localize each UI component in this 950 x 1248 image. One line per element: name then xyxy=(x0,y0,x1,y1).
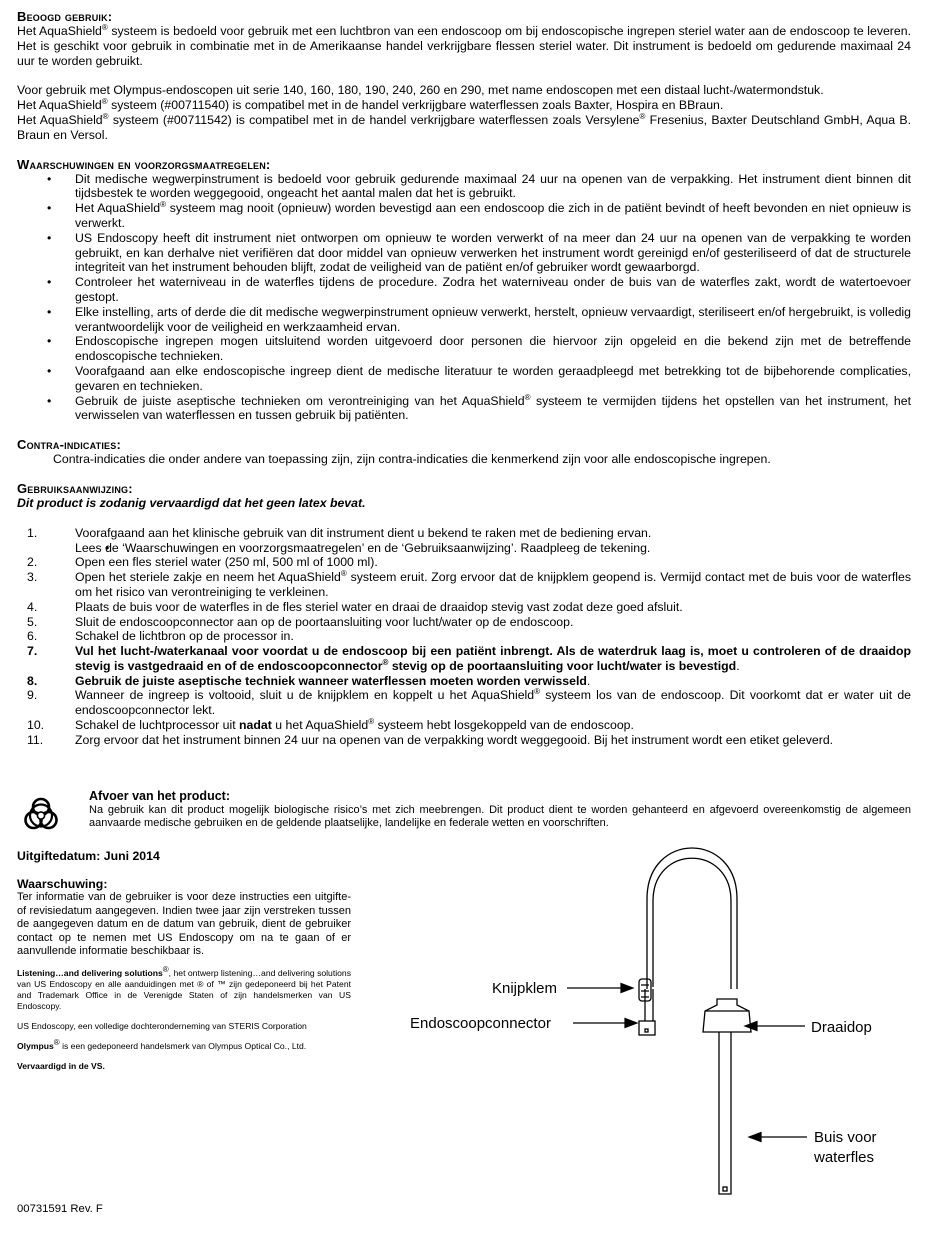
subsidiary-text: US Endoscopy, een volledige dochteronderneming van STERIS Corporation xyxy=(17,1020,307,1031)
text-span: systeem (#00711540) is compatibel met in de handel verkrijgbare waterflessen zoals Baxter, Hospira en BBraun. xyxy=(107,98,724,113)
text-span: . xyxy=(586,673,591,688)
tube-tip xyxy=(723,1187,727,1191)
registered-mark: ® xyxy=(53,1037,60,1047)
step-item xyxy=(17,555,911,570)
document-page xyxy=(17,9,912,1215)
warnings-list xyxy=(17,172,911,424)
step-item xyxy=(17,615,911,630)
registered-mark: ® xyxy=(101,22,108,32)
text-span: Fresenius, Baxter Deutschland GmbH, Aqua B. Braun en Versol. xyxy=(17,112,911,142)
text-span: Het AquaShield xyxy=(75,201,161,216)
registered-mark: ® xyxy=(524,392,531,402)
disposal-text: Na gebruik kan dit product mogelijk biologische risico’s met zich meebrengen. Dit product dient te worden gehanteerd en afgevoerd overeenkomstig de algemeen aanvaarde medische gebruiken en de geldende plaatselijke, landelijke en federale wetten en voorschriften. xyxy=(89,803,911,830)
document-number: 00731591 Rev. F xyxy=(17,1203,103,1215)
text-span: systeem mag nooit (opnieuw) worden bevestigd aan een endoscoop die zich in de patiënt bevindt of heeft bevonden en niet opnieuw is verwerkt. xyxy=(75,201,911,230)
compat-00711540 xyxy=(17,98,911,113)
warning-item: • Voorafgaand aan elke endoscopische ingreep dient de medische literatuur te worden geraadpleegd met betrekking tot de bijbehorende complicaties, gevaren en technieken. xyxy=(17,364,911,394)
label-tube-line2: waterfles xyxy=(814,1149,875,1166)
arrow-connector-head xyxy=(625,1019,637,1028)
text-span: Schakel de lichtbron op de processor in. xyxy=(75,629,294,644)
step-number: 7. xyxy=(27,644,38,659)
step-number: 4. xyxy=(27,599,38,614)
connector-shape xyxy=(639,1021,655,1035)
registered-mark: ® xyxy=(102,111,109,121)
text-span: systeem (#00711542) is compatibel met in de handel verkrijgbare waterflessen zoals Versylene xyxy=(108,112,640,127)
arrow-tube-head xyxy=(749,1133,761,1142)
made-in: Vervaardigd in de VS. xyxy=(17,1060,105,1071)
text-span: Vul het lucht-/waterkanaal voor voordat u de endoscoop bij een patiënt inbrengt. Als de waterdruk laag is, moet u controleren of de draaidop stevig is vastgedraaid en of de endoscoopconnector xyxy=(75,644,911,673)
text-span: , het ontwerp listening…and delivering solutions van US Endoscopy en alle aanduidingen met ® of ™ zijn gedeponeerd bij het Patent and Trademark Office in de Verenigde Staten of zijn handelsmerken van US Endoscopy. xyxy=(17,967,351,1011)
registered-mark: ® xyxy=(368,716,375,726)
text-span: Het AquaShield xyxy=(17,112,103,127)
tube-inner xyxy=(653,858,731,989)
text-span: Het AquaShield xyxy=(17,98,102,113)
step-number: 9. xyxy=(27,688,38,703)
intended-use-paragraph xyxy=(17,24,911,68)
trademark-text xyxy=(17,964,351,1012)
label-tube-line1: Buis voor xyxy=(814,1129,877,1146)
cap-shape xyxy=(703,999,751,1032)
warning-item: • Elke instelling, arts of derde die dit medische wegwerpinstrument opnieuw verwerkt, herstelt, opnieuw vervaardigt, steriliseert en/of hergebruikt, is volledig verantwoordelijk voor de veiligheid en werkzaamheid ervan. xyxy=(17,305,911,335)
contraindications-heading: Contra-indicaties: xyxy=(17,437,121,453)
text-span: Open een fles steriel water (250 ml, 500 ml of 1000 ml). xyxy=(75,555,378,570)
step-item xyxy=(17,526,911,541)
text-span: u het AquaShield xyxy=(271,718,369,733)
notice-text: Ter informatie van de gebruiker is voor deze instructies een uitgifte- of revisiedatum aangegeven. Indien twee jaar zijn verstreken tussen de aangegeven datum en de datum van gebruik, dient de gebruiker contact op te nemen met US Endoscopy om na te gaan of er aanvullende informatie beschikbaar is. xyxy=(17,891,351,957)
text-span: Zorg ervoor dat het instrument binnen 24 uur na openen van de verpakking wordt weggegooid. Bij het instrument wordt een etiket geleverd. xyxy=(75,732,834,747)
step-number: 10. xyxy=(27,718,45,733)
label-cap: Draaidop xyxy=(811,1019,872,1036)
disposal-text-block xyxy=(89,789,911,831)
registered-mark: ® xyxy=(534,687,541,697)
instructions-list xyxy=(17,526,911,748)
label-connector: Endoscoopconnector xyxy=(410,1015,551,1032)
step-item xyxy=(17,688,911,718)
text-span: Plaats de buis voor de waterfles in de fles steriel water en draai de draaidop stevig vast zodat deze goed afsluit. xyxy=(75,599,683,614)
step-number: 1. xyxy=(27,525,38,540)
warning-item xyxy=(17,201,911,231)
warning-item: • US Endoscopy heeft dit instrument niet ontworpen om opnieuw te worden verwerkt of na meer dan 24 uur na openen van de verpakking te worden gebruikt, en kan derhalve niet verifiëren dat door middel van opnieuw verwerken het instrument wordt gereinigd en/of gesteriliseerd of dat de structurele integriteit van het instrument behouden blijft, zodat de veiligheid van de patiënt en/of gebruiker wordt gewaarborgd. xyxy=(17,231,911,275)
text-span: Gebruik de juiste aseptische technieken om verontreiniging van het AquaShield xyxy=(75,393,525,408)
step-number: 2. xyxy=(27,555,38,570)
step-number: 5. xyxy=(27,614,38,629)
connector-hole xyxy=(645,1029,648,1032)
arrow-clamp-head xyxy=(621,984,633,993)
notice-title: Waarschuwing: xyxy=(17,877,108,891)
text-span: systeem los van de endoscoop. Dit voorkomt dat er water uit de endoscoopconnector lekt. xyxy=(75,688,912,718)
step-item xyxy=(17,629,911,644)
text-span: stevig op de poortaansluiting voor lucht/water is bevestigd xyxy=(388,658,737,673)
text-span: systeem eruit. Zorg ervoor dat de knijpklem geopend is. Vermijd contact met de buis voor de waterfles om het risico van verontreiniging te verkleinen. xyxy=(75,570,911,599)
warning-item: • Dit medische wegwerpinstrument is bedoeld voor gebruik gedurende maximaal 24 uur na openen van de verpakking. Het instrument dient binnen dit tijdsbestek te worden weggegooid, ongeacht het aantal malen dat het is gebruikt. xyxy=(17,172,911,202)
text-span: Schakel de luchtprocessor uit xyxy=(75,718,240,733)
step-number: 3. xyxy=(27,570,38,585)
registered-mark: ® xyxy=(162,964,169,974)
text-span: Listening…and delivering solutions xyxy=(17,967,163,978)
step-item xyxy=(17,570,911,600)
warning-item: • Endoscopische ingrepen mogen uitsluitend worden uitgevoerd door personen die hiervoor zijn opgeleid en die bekend zijn met de betreffende endoscopische technieken. xyxy=(17,334,911,364)
step-subitem: • Lees de ‘Waarschuwingen en voorzorgsmaatregelen’ en de ‘Gebruiksaanwijzing’. Raadpleeg de tekening. xyxy=(17,541,911,556)
label-clamp: Knijpklem xyxy=(492,980,558,997)
text-span: Voorafgaand aan het klinische gebruik van dit instrument dient u bekend te raken met de bediening ervan. xyxy=(75,525,652,540)
step-number: 8. xyxy=(27,673,38,688)
registered-mark: ® xyxy=(382,657,389,667)
disposal-title: Afvoer van het product: xyxy=(89,789,230,803)
tube-outer xyxy=(647,848,737,989)
step-item xyxy=(17,733,911,748)
step-item xyxy=(17,600,911,615)
text-span: systeem is bedoeld voor gebruik met een luchtbron van een endoscoop om bij endoscopische ingrepen steriel water aan de endoscoop te leveren. Het is geschikt voor gebruik in combinatie met in de Amerikaanse handel verkrijgbare flessen steriel water. Dit instrument is bedoeld om gedurende maximaal 24 uur te worden gebruikt. xyxy=(17,24,911,68)
issue-date: Uitgiftedatum: Juni 2014 xyxy=(17,849,160,863)
text-span: nadat xyxy=(239,718,272,733)
product-diagram xyxy=(377,839,897,1199)
biohazard-icon xyxy=(21,795,61,835)
registered-mark: ® xyxy=(160,200,167,210)
text-span: Wanneer de ingreep is voltooid, sluit u de knijpklem en koppelt u het AquaShield xyxy=(75,688,535,703)
warning-item: • Controleer het waterniveau in de waterfles tijdens de procedure. Zodra het waterniveau onder de buis van de waterfles zakt, wordt de watertoevoer gestopt. xyxy=(17,275,911,305)
text-span: Open het steriele zakje en neem het AquaShield xyxy=(75,570,341,585)
step-number: 6. xyxy=(27,629,38,644)
contraindications-text: Contra-indicaties die onder andere van toepassing zijn, zijn contra-indicaties die kenmerkend zijn voor alle endoscopische ingrepen. xyxy=(53,452,771,467)
intended-use-heading: Beoogd gebruik: xyxy=(17,9,113,24)
text-span: Olympus xyxy=(17,1040,54,1051)
text-span: Het AquaShield xyxy=(17,24,102,38)
instructions-heading: Gebruiksaanwijzing: xyxy=(17,480,133,496)
step-number: 11. xyxy=(27,732,44,747)
text-span: . xyxy=(736,658,740,673)
registered-mark: ® xyxy=(340,569,347,579)
registered-mark: ® xyxy=(639,111,646,121)
disposal-section xyxy=(17,789,911,839)
warnings-heading: Waarschuwingen en voorzorgsmaatregelen: xyxy=(17,156,271,172)
text-span: Sluit de endoscoopconnector aan op de poortaansluiting voor lucht/water op de endoscoop. xyxy=(75,614,574,629)
warning-item xyxy=(17,394,911,424)
step-item xyxy=(17,644,911,674)
compat-olympus: Voor gebruik met Olympus-endoscopen uit serie 140, 160, 180, 190, 240, 260 en 290, met name endoscopen met een distaal lucht-/watermondstuk. xyxy=(17,83,824,98)
text-span: systeem hebt losgekoppeld van de endoscoop. xyxy=(374,718,634,733)
text-span: systeem te vermijden tijdens het opstellen van het instrument, het verwisselen van waterflessen en tussen gebruik bij patiënten. xyxy=(75,393,911,423)
text-span: Gebruik de juiste aseptische techniek wanneer waterflessen moeten worden verwisseld xyxy=(75,673,587,688)
compat-00711542 xyxy=(17,113,911,143)
step-item xyxy=(17,718,911,733)
olympus-trademark xyxy=(17,1037,351,1052)
latex-note: Dit product is zodanig vervaardigd dat het geen latex bevat. xyxy=(17,495,366,510)
text-span: is een gedeponeerd handelsmerk van Olympus Optical Co., Ltd. xyxy=(59,1040,307,1051)
step-item xyxy=(17,674,911,689)
bottle-tube xyxy=(719,1032,731,1194)
registered-mark: ® xyxy=(101,97,108,107)
notice-column xyxy=(17,877,351,1072)
